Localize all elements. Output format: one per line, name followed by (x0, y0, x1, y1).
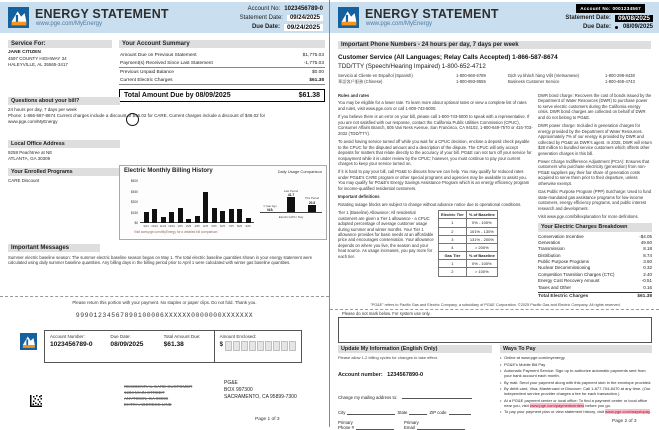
charge-value: 8.18 (643, 246, 652, 252)
phone-number: 1-800-660-6789 (456, 73, 486, 78)
charge-label: Nuclear Decommissioning (538, 265, 591, 271)
digit-box (249, 341, 256, 351)
y-tick: $600 (130, 179, 138, 183)
charge-label: Energy Cost Recovery Amount (538, 278, 600, 284)
phone-label: Servicio al Cliente en Español (Spanish) (338, 73, 413, 78)
ways-bullet-text: Online at www.pge.com/myenergy (504, 355, 565, 360)
tdd-line: TDD/TTY (Speech/Hearing Impaired) 1-800-652-4712 (338, 63, 486, 70)
ppp-paragraph: Gas Public Purpose Program (PPP) Surcharge: Used to fund state-mandated gas assistance programs for low-income customers, energy efficiency programs, and public interest research and development. (538, 189, 652, 211)
dwr-power-paragraph: DWR power charge: Included in generation charges for energy provided by the Department of Water Resources. Approximately 7% of our energy is provided by DWR and collected by PG&E as DWR's agent. In 2025, DWR will return $28 million to bundled service customers which offsets other generation charges in this bill. (538, 123, 652, 156)
charge-value: 8.74 (643, 252, 652, 258)
datamatrix-code (30, 395, 42, 407)
amount-enclosed-label: Amount Enclosed: (219, 334, 257, 339)
total-due-value: $61.38 (298, 92, 320, 99)
ways-bullet-text: By mail: Send your payment along with this payment stub in the envelope provided. (504, 379, 652, 385)
daily-usage-col (281, 190, 301, 212)
rules-paragraph: To avoid having service turned off while you wait for a CPUC decision, enclose a deposit check payable to the CPUC for the disputed amount and a description of the dispute. The CPUC will only accept deposits for matters that relate directly to the accuracy of your bill. PG&E can not turn off your service for nonpayment while it is under review by the CPUC; however, you must continue to pay your current charges to keep your service turned on. (338, 139, 532, 166)
statement-date-label: Statement Date: (565, 15, 611, 21)
service-for-section (8, 40, 112, 68)
x-tick-label: 2/25 (185, 225, 192, 228)
charges-breakdown-list (538, 234, 652, 301)
summary-row (119, 76, 325, 85)
local-office-section (8, 140, 120, 162)
bar-column (245, 178, 251, 230)
bar-column (211, 178, 217, 230)
total-amount-due-box (119, 89, 325, 102)
tier-cell: 1 (439, 260, 467, 268)
questions-heading: Questions about your bill? (8, 97, 120, 105)
summary-row (119, 51, 325, 59)
history-bar (229, 209, 234, 223)
ways-bullet-text: before you go. (584, 402, 611, 408)
summary-row-label: Amount Due on Previous Statement (120, 52, 197, 58)
stub-due-label: Due Date: (110, 334, 131, 339)
tier-cell: 131% - 200% (466, 235, 497, 243)
charge-row (538, 285, 652, 291)
summary-row-value: $0.00 (311, 69, 324, 75)
payment-stub (44, 330, 302, 363)
ways-bullet-text: Automatic Payment Service: Sign up to authorize automatic payments sent from your bank account each month. (504, 368, 646, 378)
pge-logo-icon-small (20, 333, 37, 350)
important-messages-heading: Important Messages (8, 244, 100, 252)
system-use-box (338, 317, 652, 343)
history-bar (161, 217, 166, 223)
total-due-label: Total Amount Due by 08/09/2025 (124, 92, 231, 99)
digit-box (289, 341, 296, 351)
tier-row-wrap (338, 210, 534, 277)
page1-title: ENERGY STATEMENT (35, 7, 169, 21)
summary-row-value: -1,775.03 (303, 60, 324, 66)
zip-field (449, 414, 471, 415)
tier-header: % of Baseline (466, 252, 497, 260)
charge-label: Conservation Incentive (538, 233, 584, 239)
page1-brand-url: www.pge.com/MyEnergy (36, 21, 103, 27)
questions-url: www.pge.com/MyEnergy (8, 118, 58, 124)
local-office-address-1: 9258 Peachtree at NE (8, 150, 53, 155)
local-office-address-2: ATLANTA, GA 30309 (8, 155, 51, 161)
stub-total-value: $61.38 (163, 341, 184, 348)
charge-label: Competition Transition Charges (CTC) (538, 271, 615, 277)
x-tick-label: 6/25 (219, 225, 226, 228)
tier-cell: 1 (439, 219, 467, 227)
bar-column (186, 178, 192, 230)
charges-total-value: $61.38 (637, 293, 652, 299)
amount-digit-boxes (225, 341, 296, 351)
perforation-line (330, 309, 659, 310)
daily-usage-value: 41.7 (287, 193, 295, 197)
daily-usage-category: This Period (304, 196, 320, 201)
history-bar (203, 192, 208, 224)
charge-value: 0.32 (643, 265, 652, 271)
summary-row-label: Current Electric Charges (120, 77, 173, 83)
tier-cell: 3 (439, 235, 467, 243)
charges-total-row (538, 292, 652, 300)
daily-usage-comparison (260, 178, 322, 234)
history-bar (195, 216, 200, 223)
chart-title: Electric Monthly Billing History (124, 168, 213, 174)
ways-to-pay-section (500, 345, 652, 416)
history-bar (246, 218, 251, 223)
city-label: City (338, 410, 346, 415)
phone-number: 1-800-893-9555 (456, 79, 486, 85)
page2-title: ENERGY STATEMENT (365, 7, 499, 21)
definitions-column (538, 93, 652, 300)
service-address-2: HALEYVILLE, AL 35565-3417 (8, 62, 68, 68)
billing-history-bars (143, 178, 251, 230)
rules-heading: Rules and rates (338, 93, 370, 98)
update-info-note: Please allow 1-2 billing cycles for changes to take effect. (338, 355, 438, 360)
x-tick-label: 3/25 (194, 225, 200, 228)
enrolled-programs-section (8, 168, 120, 184)
customer-address-line: ANYTOWN, CA 99999 (124, 395, 169, 401)
city-field (347, 414, 395, 415)
amount-enclosed-cell (214, 331, 301, 362)
state-field (409, 414, 427, 415)
phone-number: 1-800-298-8438 (605, 73, 635, 78)
x-tick-label: 7/25 (228, 225, 234, 228)
charges-total-label: Total Electric Charges (538, 293, 589, 299)
charge-value: 2.40 (643, 271, 652, 277)
x-tick-label: 4/25 (202, 225, 209, 228)
pcia-paragraph: Power Charge Indifference Adjustment (PCIA): Ensures that customers who purchase electricity (generation) from non-PG&E suppliers pay their fair share of generation costs acquired to serve them prior to their departure, unless otherwise exempt. (538, 158, 650, 186)
history-bar (169, 212, 174, 223)
ways-bullet-text: At a PG&E payment center or local office: To find a payment center or local office near you, visit (504, 397, 648, 408)
x-tick-label: 11/24 (159, 225, 167, 228)
x-tick-label: 9/24 (143, 225, 149, 228)
digit-box (281, 341, 288, 351)
state-label: State (397, 410, 408, 415)
questions-phone-line: Phone: 1-866-587-8674 Current charges include a discount of $46.02 for CARE. Current charges include a discount of $46.02 for (8, 112, 266, 118)
circle-annotation (126, 113, 139, 126)
important-messages-body: Summer electric baseline season: The summer electric baseline season began on May 1. The total electric baseline quantities shown in your energy statement were calculated using daily summer baseline quantities. Any billing days in the billing period prior to April 1 were calculated with winter gas baseline quantities. (8, 255, 313, 266)
phone-label: Dịch vụ khách hàng Việt (Vietnamese) (508, 73, 580, 78)
daily-usage-columns (260, 178, 322, 213)
charge-value: 0.16 (643, 284, 652, 290)
payee-address-line: SACRAMENTO, CA 95899-7300 (224, 393, 297, 400)
statement-date-row (240, 14, 323, 22)
x-tick-label: 9/25 (245, 225, 251, 228)
stub-total-cell (159, 331, 214, 362)
billing-history-chart (119, 165, 327, 240)
customer-address-line: EXTRA ADDRESS LINE (124, 401, 172, 407)
questions-body (8, 107, 324, 125)
zip-label: ZIP code (429, 410, 447, 415)
digit-box (241, 341, 248, 351)
account-summary-section (119, 40, 325, 102)
definitions-paragraph: Tier 1 (Baseline) Allowance: All residential customers are given a Tier 1 allowance - a CPUC adopted percentage of average customer usage during summer and winter months. Your Tier 1 allowance provides for basic needs at an affordable price and encourages conservation. Your allowance depends on where you live, the season and your heat source. As usage increases, you pay more for each tier. (338, 210, 434, 259)
bar-column (228, 178, 234, 230)
account-summary-heading: Your Account Summary (119, 40, 325, 48)
questions-heading-wrap (8, 97, 120, 105)
statement-date-label: Statement Date: (239, 15, 283, 21)
enrolled-programs-heading: Your Enrolled Programs (8, 168, 120, 176)
service-address-1: 4597 COUNTY HIGHWAY 34 (8, 56, 67, 62)
stub-total-label: Total Amount Due: (163, 334, 201, 339)
ways-bullet-link (500, 409, 652, 414)
phone-numbers-heading: Important Phone Numbers - 24 hours per day, 7 days per week (338, 41, 651, 49)
ways-bullet (500, 362, 652, 367)
primary-email-label-1: Primary (404, 420, 419, 425)
system-use-note: Please do not mark below. For system use only. (342, 311, 431, 316)
digit-box (233, 341, 240, 351)
address-field (402, 398, 472, 399)
definitions-heading: Important definitions (338, 194, 380, 200)
daily-usage-footer: Electric kWh / Day (278, 215, 304, 219)
bar-column (194, 178, 200, 230)
payee-address-line: PG&E (224, 380, 238, 386)
bar-column (143, 178, 149, 230)
update-info-section (338, 345, 492, 430)
ways-bullet-link (500, 398, 652, 408)
summary-row-value: $1,775.03 (302, 52, 324, 58)
page1-header-meta (240, 5, 323, 32)
stub-account-label: Account Number: (50, 334, 85, 339)
y-tick: $150 (130, 210, 138, 215)
customer-mailing-address (124, 384, 192, 408)
email-field-label: Email (404, 425, 415, 430)
customer-service-line: Customer Service (All Languages; Relay Calls Accepted) 1-866-587-8674 (338, 54, 558, 61)
ways-bullet (500, 380, 652, 385)
customer-address-line: 1234 MAIN STREET (124, 389, 165, 395)
payee-address (224, 380, 297, 400)
tier-cell: > 200% (466, 243, 497, 251)
ways-to-pay-list (500, 355, 652, 414)
phone-label: Business Customer Service (508, 79, 560, 85)
pge-logo-icon (8, 7, 29, 28)
charge-label: Generation (538, 239, 561, 245)
currency-symbol: $ (219, 342, 223, 348)
rules-paragraph: You may be eligible for a lower rate. To learn more about optional rates or view a complete list of rates and rules, visit www.pge.com or call 1-800-743-5000. (338, 100, 527, 111)
charge-label: Taxes and Other (538, 284, 572, 290)
digit-box (265, 341, 272, 351)
history-bar (237, 209, 242, 223)
bar-column (152, 178, 158, 230)
phone-numbers-grid (338, 73, 651, 86)
page2-number: Page 2 of 3 (612, 419, 637, 424)
perforation-line (0, 296, 329, 297)
daily-usage-category: Last Period (283, 188, 299, 193)
summary-row-value: $61.38 (309, 77, 324, 83)
chart-y-axis (124, 179, 138, 225)
tier-cell: 2 (439, 227, 467, 235)
tier-cell: 0% - 100% (466, 260, 497, 268)
page2-brand-url: www.pge.com/MyEnergy (366, 21, 433, 27)
statement-date-row (565, 14, 653, 22)
page2-header-meta (565, 14, 653, 32)
charge-value: -0.51 (641, 278, 652, 284)
summary-row-label: Payment(s) Received Since Last Statement (120, 60, 213, 66)
x-tick-label: 10/24 (151, 225, 158, 228)
ways-bullet-text: . (649, 409, 651, 414)
daily-usage-col (260, 205, 280, 212)
tier-header: % of Baseline (466, 211, 497, 219)
chart-caption: Visit www.pge.com/MyEnergy for a detailed bill comparison (134, 230, 218, 234)
tier-cell: 101% - 130% (466, 227, 497, 235)
return-portion-note: Please return this portion with your payment. No staples or paper clips. Do not fold. Thank you. (72, 300, 257, 305)
daily-usage-category: 1 Year Ago (263, 203, 277, 208)
daily-usage-bar (308, 205, 316, 213)
phone-field-label: Phone # (338, 425, 355, 430)
due-date-row (240, 23, 323, 31)
payee-address-line: BOX 997300 (224, 386, 253, 393)
ways-bullet-text: PG&E's Mobile Bill Pay (504, 361, 546, 367)
ways-bullet-text: By debit card, Visa, Mastercard or Discover: Call 1-877-704-8470 at any time. (Our independent service provider charges a fee for each transaction.) (504, 386, 651, 396)
daily-usage-col (302, 197, 322, 212)
history-bar (178, 208, 183, 223)
rules-paragraph: If you believe there is an error on your bill, please call 1-800-743-5000 to speak with a representative. If you are not satisfied with our response, contact the California Public Utilities Commission (CPUC), Consumer Affairs Branch, 505 Van Ness Avenue, San Francisco, CA 94102, 1-800-649-7570 or 415-703-2032 (TDD/TTY). (338, 114, 533, 136)
account-row (240, 5, 323, 13)
tier-cell: 2 (439, 268, 467, 276)
charges-breakdown-heading: Your Electric Charges Breakdown (538, 223, 652, 232)
chart-plot-area (140, 178, 258, 230)
bar-column (169, 178, 175, 230)
highlighted-link: www.pge.com/paymentcenters (529, 402, 585, 408)
tier-table (438, 210, 498, 277)
bar-column (160, 178, 166, 230)
tier-header: Electric Tier (439, 211, 467, 219)
highlighted-link: www.pge.com/waystopay (605, 409, 650, 414)
charge-value: 49.60 (640, 239, 652, 245)
statement-date-value: 09/08/2025 (615, 15, 653, 22)
tier-cell: > 100% (466, 268, 497, 276)
digit-box (257, 341, 264, 351)
ways-to-pay-heading: Ways To Pay (500, 345, 652, 353)
legal-footer-note: "PG&E" refers to Pacific Gas and Electric Company, a subsidiary of PG&E Corporation. ©2025 Pacific Gas and Electric Company. All rights reserved. (370, 303, 621, 307)
history-bar (152, 209, 157, 223)
y-tick: $0 (134, 221, 138, 225)
stub-account-cell (45, 331, 105, 362)
ways-bullet (500, 368, 652, 378)
stub-due-value: 08/09/2025 (110, 341, 144, 348)
digit-box (273, 341, 280, 351)
history-bar (220, 211, 225, 223)
change-address-label: Change my mailing address to: (338, 395, 398, 400)
charge-label: Transmission (538, 246, 565, 252)
local-office-heading: Local Office Address (8, 140, 120, 148)
charge-label: Distribution (538, 252, 561, 258)
statement-date-value: 09/24/2025 (287, 15, 323, 21)
primary-phone-label-1: Primary (338, 420, 353, 425)
page-2 (330, 0, 659, 430)
digit-box (225, 341, 232, 351)
important-messages-section (8, 244, 324, 266)
update-account-value: 1234567890-0 (387, 372, 424, 378)
summary-row (119, 59, 325, 68)
dwr-bond-paragraph: DWR bond charge: Recovers the cost of bonds issued by the Department of Water Resources (DWR) to purchase power to serve electric customers during the California energy crisis. DWR bond charges are collected on behalf of DWR and do not belong to PG&E. (538, 93, 652, 120)
charge-value: 3.60 (643, 259, 652, 265)
x-tick-label: 5/25 (211, 225, 217, 228)
bar-column (177, 178, 183, 230)
stub-account-value: 1023456789-0 (50, 341, 93, 348)
page-1 (0, 0, 330, 427)
summary-row (119, 68, 325, 76)
due-date-value: 09/24/2025 (284, 24, 323, 31)
ways-bullet (500, 386, 652, 396)
charge-value: -$4.05 (639, 233, 652, 239)
pge-logo-icon (338, 7, 359, 28)
bar-column (237, 178, 243, 230)
update-account-label: Account number: (338, 372, 383, 378)
phone-label: 華語客戶服務 (Chinese) (338, 79, 383, 85)
enrolled-program-item: CARE Discount (8, 178, 40, 183)
service-for-heading: Service For: (8, 40, 112, 48)
bar-column (220, 178, 226, 230)
due-date-value: 08/09/2025 (622, 24, 653, 30)
x-tick-label: 12/24 (168, 225, 175, 228)
due-date-label: Due Date: (582, 24, 611, 30)
due-date-row (565, 23, 653, 31)
history-bar (144, 212, 149, 223)
daily-usage-title: Daily Usage Comparison (277, 169, 322, 174)
daily-usage-value: 20.8 (308, 200, 316, 205)
history-bar (186, 219, 191, 223)
account-label: Account No: (247, 6, 281, 12)
x-tick-label: 8/25 (236, 225, 243, 228)
customer-name: JANE CITIZEN (8, 50, 41, 55)
questions-hours: 24 hours per day, 7 days per week (8, 107, 77, 112)
tier-cell: 0% - 100% (466, 219, 497, 227)
ocr-scan-line: 99901234567890100006XXXXXX0000000XXXXXXX (75, 312, 254, 319)
y-tick: $450 (130, 189, 138, 194)
summary-row-label: Previous Unpaid Balance (120, 69, 174, 75)
tier-header: Gas Tier (439, 252, 467, 260)
ways-bullet-text: To pay your payment plan or view statement history, visit (504, 409, 606, 414)
account-value: 1023456789-0 (284, 6, 323, 12)
ways-bullet (500, 355, 652, 360)
customer-address-line: RESIDENTIAL CARE CUSTOMER (124, 384, 193, 389)
update-info-heading: Update My Information (English Only) (338, 345, 492, 353)
due-date-label: Due Date: (251, 24, 280, 30)
rules-and-rates-column (338, 93, 534, 277)
page1-number: Page 1 of 3 (255, 417, 280, 422)
daily-usage-bar (287, 197, 295, 212)
x-tick-label: 1/25 (177, 225, 183, 228)
charge-label: Public Purpose Programs (538, 259, 590, 265)
dot-artifact (615, 26, 618, 29)
tier-cell: 4 (439, 243, 467, 251)
rules-paragraph: If it is hard to pay your bill, call PG&E to discuss how we can help. You may qualify for reduced rates under PG&E's CARE program or other special programs and agencies may be available to assist you. You may qualify for PG&E's Energy Savings Assistance Program which is an energy efficiency program for income-qualified residential customers. (338, 169, 530, 191)
redacted-account-bar: Account No: 0001234567 (576, 4, 645, 13)
stub-due-cell (105, 331, 158, 362)
more-definitions-link: Visit www.pge.com/billexplanation for more definitions. (538, 214, 639, 220)
definitions-paragraph: Rotating outage blocks are subject to change without advance notice due to operational conditions. (338, 201, 522, 207)
bar-column (203, 178, 209, 230)
y-tick: $300 (130, 200, 138, 204)
history-bar (212, 208, 217, 223)
phone-number: 1-800-468-4743 (605, 79, 635, 85)
daily-usage-value: N/A (267, 208, 273, 212)
